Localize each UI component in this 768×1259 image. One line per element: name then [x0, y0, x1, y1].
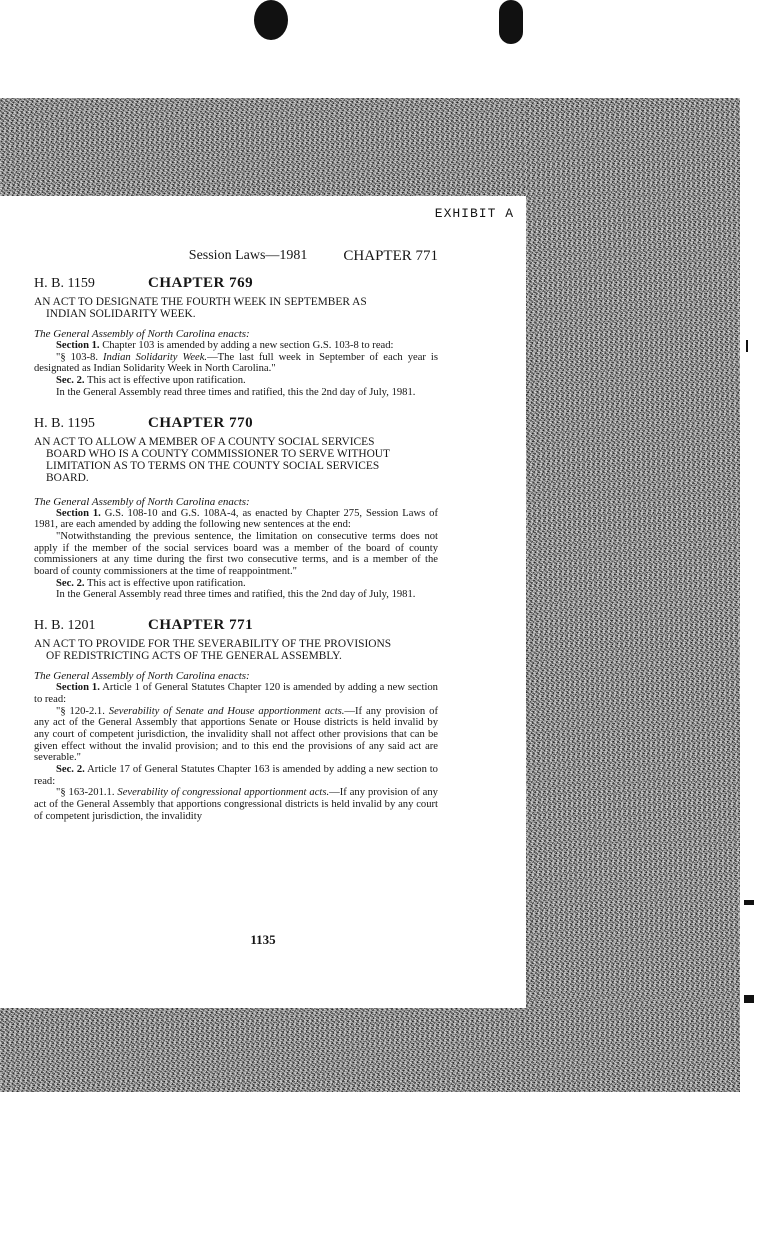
bill-number: H. B. 1201	[34, 618, 96, 634]
section-label: Section 1.	[56, 682, 100, 694]
enacting-clause: The General Assembly of North Carolina enacts:	[34, 328, 250, 340]
margin-mark-1	[744, 900, 754, 905]
section-1	[34, 340, 438, 352]
section-label: Sec. 2.	[56, 577, 85, 589]
bill-number: H. B. 1195	[34, 415, 95, 431]
chapter-number: CHAPTER 770	[148, 414, 254, 431]
margin-mark-2	[744, 995, 754, 1003]
title-line: AN ACT TO ALLOW A MEMBER OF A COUNTY SOCIAL SERVICES	[34, 435, 375, 448]
document-page	[0, 196, 526, 1008]
act-title	[34, 638, 438, 662]
exhibit-label: EXHIBIT A	[434, 206, 514, 221]
page-content	[34, 248, 438, 823]
statute-number: "§ 163-201.1.	[56, 787, 115, 799]
title-line: LIMITATION AS TO TERMS ON THE COUNTY SOCIAL SERVICES	[46, 459, 380, 472]
scan-noise-bottom	[0, 1000, 740, 1092]
chapter-number: CHAPTER 771	[148, 617, 254, 634]
chapter-number: CHAPTER 769	[148, 275, 254, 291]
section-2	[34, 578, 438, 590]
bill-number: H. B. 1159	[34, 276, 95, 291]
statute-number: "§ 120-2.1.	[56, 705, 105, 717]
punch-hole-right	[499, 0, 523, 44]
section-label: Sec. 2.	[56, 764, 85, 776]
punch-hole-left	[254, 0, 288, 40]
section-text: Chapter 103 is amended by adding a new section G.S. 103-8 to read:	[102, 340, 394, 351]
title-line: BOARD.	[46, 471, 89, 484]
section-label: Section 1.	[56, 507, 101, 519]
statute-heading: Severability of Senate and House apportionment acts.	[108, 705, 345, 717]
section-1	[34, 508, 438, 531]
title-line: BOARD WHO IS A COUNTY COMMISSIONER TO SERVE WITHOUT	[46, 447, 390, 460]
section-1	[34, 682, 438, 705]
enacting-clause: The General Assembly of North Carolina enacts:	[34, 670, 250, 683]
section-2	[34, 764, 438, 787]
statute-quote	[34, 706, 438, 765]
act-title	[34, 436, 438, 484]
title-line: OF REDISTRICTING ACTS OF THE GENERAL ASSEMBLY.	[46, 650, 342, 663]
section-label: Sec. 2.	[56, 375, 85, 387]
statute-text: —If any provision of any act of the General Assembly that apportions Senate or House districts is held invalid by any court of competent jurisdiction, the invalidity shall not affect other provisions that can be given effect without the invalid provision; and to this end the provisions of any said act are severable."	[34, 705, 438, 764]
statute-quote	[34, 352, 438, 375]
title-line: AN ACT TO PROVIDE FOR THE SEVERABILITY OF THE PROVISIONS	[34, 638, 392, 651]
act-header-771	[34, 617, 438, 634]
statute-quote: "Notwithstanding the previous sentence, the limitation on consecutive terms does not apply if the member of the social services board was a member of the board of county commissioners at any time during the first two consecutive terms, and is a member of the board of county commissioners at the time of reappointment."	[34, 530, 438, 578]
statute-number: "§ 103-8.	[56, 351, 98, 363]
act-header-769	[34, 275, 438, 292]
section-text: Article 17 of General Statutes Chapter 163 is amended by adding a new section to read:	[34, 764, 438, 787]
running-chapter: CHAPTER 771	[343, 248, 438, 264]
page-number: 1135	[250, 932, 276, 947]
section-text: This act is effective upon ratification.	[87, 577, 246, 589]
statute-text: —If any provision of any act of the General Assembly that apportions congressional districts is held invalid by any court of competent jurisdiction, the invalidity	[34, 787, 438, 822]
section-label: Section 1.	[56, 340, 100, 351]
act-header-770	[34, 415, 438, 432]
statute-text: —The last full week in September of each year is designated as Indian Solidarity Week in North Carolina."	[34, 351, 438, 375]
title-line: INDIAN SOLIDARITY WEEK.	[46, 308, 196, 320]
running-header	[34, 248, 438, 265]
statute-heading: Severability of congressional apportionment acts.	[117, 787, 330, 799]
session-laws-label: Session Laws—1981	[188, 248, 308, 263]
scan-noise-right	[526, 98, 740, 1092]
title-line: AN ACT TO DESIGNATE THE FOURTH WEEK IN SEPTEMBER AS	[34, 296, 367, 308]
statute-heading: Indian Solidarity Week.	[103, 351, 208, 363]
margin-mark-3	[746, 340, 748, 352]
section-2	[34, 375, 438, 387]
section-text: This act is effective upon ratification.	[87, 375, 246, 387]
ratification-clause: In the General Assembly read three times and ratified, this the 2nd day of July, 1981.	[56, 386, 416, 398]
act-title	[34, 296, 438, 320]
section-text: Article 1 of General Statutes Chapter 120 is amended by adding a new section to read:	[34, 682, 438, 705]
ratification-clause: In the General Assembly read three times and ratified, this the 2nd day of July, 1981.	[56, 589, 416, 601]
enacting-clause: The General Assembly of North Carolina enacts:	[34, 495, 250, 508]
statute-quote	[34, 787, 438, 822]
section-text: G.S. 108-10 and G.S. 108A-4, as enacted by Chapter 275, Session Laws of 1981, are each amended by adding the following new sentences at the end:	[34, 507, 438, 531]
